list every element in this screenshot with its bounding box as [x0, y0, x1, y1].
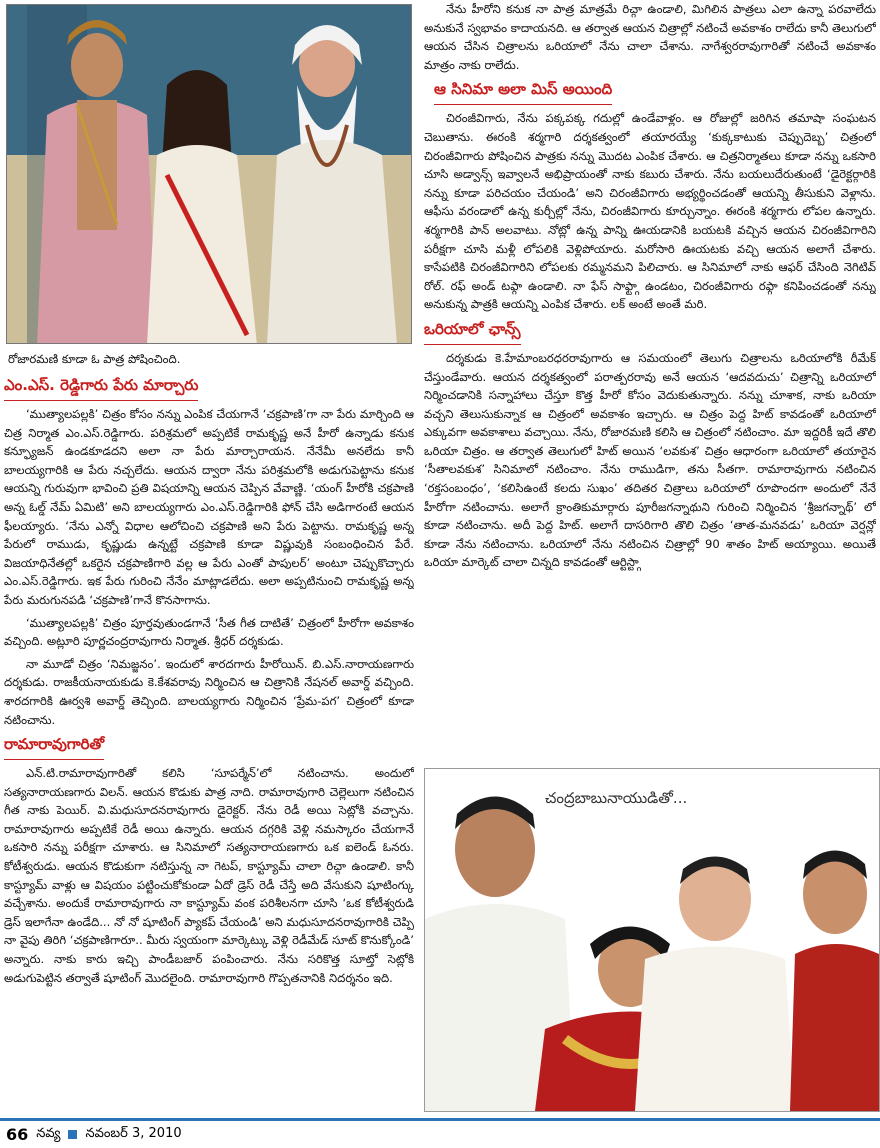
paragraph: చిరంజీవిగారు, నేను పక్కపక్క గదుల్లో ఉండేవాళ్లం. ఆ రోజుల్లో జరిగిన తమాషా సంఘటన చెబుతాను. ఈరంకి శర్మగారి దర్శకత్వంలో తయారయ్యే ‘కుక్కకాటుకు చెప్పుదెబ్బ’ చిత్రంలో చిరంజీవిగారు పోషించిన పాత్రకు నన్ను మొదట ఎంపిక చేశారు. ఆ చిత్రనిర్మాతలు కూడా నన్ను ఒకసారి చూసి అడ్వాన్స్ ఇవ్వాలనే అభిప్రాయంతో నాకు కబురు చేశారు. నేను బయలుదేరుతుంటే ‘డైరెక్టర్గారికి నన్ను కూడా పరిచయం చేయండి’ అని చిరంజీవిగారు అభ్యర్థించడంతో ఆయన్ని తీసుకుని వెళ్లాను. ఆఫీసు వరండాలో ఉన్న కుర్చీల్లో నేను, చిరంజీవిగారు కూర్చున్నాం. ఈరంకి శర్మగారు లోపల ఉన్నారు. శర్మగారికి పాన్ అలవాటు. నోట్లో ఉన్న పాన్ని ఊయడానికి బయటకి వచ్చిన ఆయన చిరంజీవిగారిని పరీక్షగా చూసి మళ్లీ లోపలికి వెళ్లిపోయారు. మరోసారి ఊయటకు వచ్చి ఆయన అలాగే చేశారు. కాసేపటికి చిరంజీవిగారిని లోపలకు రమ్మనమని పిలిచారు. ఆ సినిమాలో నాకు ఆఫర్ చేసింది నెగిటివ్ రోల్. రఫ్ అండ్ టఫ్గా ఉండాలి. నా ఫేస్ సాఫ్ట్గా ఉండటం, చిరంజీవిగారు రఫ్గా కనిపించడంతో నన్ను అనుకున్న పాత్రకి ఆయన్ని ఎంపిక చేశారు. లక్ అంటే అంతే మరి.: [424, 111, 876, 312]
photo-caption: రోజారమణి కూడా ఓ పాత్ర పోషించింది.: [8, 352, 181, 366]
square-bullet-icon: [68, 1130, 77, 1139]
magazine-name: నవ్య: [36, 1125, 61, 1141]
section-heading-ramarao: రామారావుగారితో: [4, 735, 104, 760]
group-photo-illustration: [425, 769, 879, 1111]
film-still-illustration: [7, 5, 412, 344]
issue-date: నవంబర్ 3, 2010: [85, 1125, 182, 1141]
paragraph: నా మూడో చిత్రం ‘నిమజ్జనం’. ఇందులో శారదగారు హీరోయిన్. బి.ఎస్.నారాయణగారు దర్శకుడు. రాజకీయనాయకుడు కె.కేశవరావు నిర్మించిన ఆ చిత్రానికి నేషనల్ అవార్డ్ వచ్చింది. శారదగారికి ఊర్వశి అవార్డ్ తెచ్చింది. బాలయ్యగారు నిర్మించిన ‘ప్రేమ-పగ’ చిత్రంలో కూడా నటించాను.: [4, 656, 414, 727]
film-still-photo: [6, 4, 412, 344]
group-photo-caption: చంద్రబాబునాయుడితో...: [545, 789, 688, 807]
section-heading-missed-film: ఆ సినిమా అలా మిస్ అయింది: [434, 80, 612, 105]
paragraph: ఎన్.టి.రామారావుగారితో కలిసి ‘సూపర్మేన్’లో నటించాను. అందులో సత్యనారాయణగారు విలన్. ఆయన కొడుకు పాత్ర నాది. రామారావుగారి చెల్లెలుగా నటించిన గీత నాకు పెయిర్. వి.మధుసూదనరావుగారు డైరెక్టర్. నేను రెడీ అయి సెట్లోకి వచ్చాను. రామారావుగారు అప్పటికే రెడీ అయి ఉన్నారు. ఆయన దగ్గరికి వెళ్లి నమస్కారం చేయగానే ఒకసారి నన్ను పరీక్షగా చూశారు. ఆ సినిమాలో సత్యనారాయణగారు ఒక ఐలెండ్ ఓనరు. కోటీశ్వరుడు. ఆయన కొడుకుగా నటిస్తున్న నా గెటప్, కాస్ట్యూమ్ చాలా రిచ్గా ఉండాలి. కానీ కాస్ట్యూమ్ వాళ్లు ఆ విషయం పట్టించుకోకుండా ఏదో డ్రెస్ రెడీ చేస్తే అది వేసుకుని షూటింగ్కు వచ్చేశాను. అందుకే రామారావుగారు నా కాస్ట్యూమ్ వంక పరిశీలనగా చూసి ‘ఒక కోటీశ్వరుడి డ్రెస్ ఇలాగేనా ఉండేది... నో నో షూటింగ్ ప్యాకప్ చేయండి’ అని మధుసూదనరావుగారికి చెప్పి నా వైపు తిరిగి ‘చక్రపాణిగారూ.. మీరు స్వయంగా మార్కెట్కు వెళ్లి రెడీమేడ్ సూట్ కొనుక్కోండి’ అన్నారు. నాకు కారు ఇచ్చి పాండీబజార్ పంపించారు. నేను సరికొత్త సూట్తో సెట్లోకి అడుగుపెట్టిన తర్వాతే షూటింగ్ మొదలైంది. రామారావుగారి గొప్పతనానికి నిదర్శనం ఇది.: [4, 766, 414, 985]
paragraph: ‘ముత్యాలపల్లకి’ చిత్రం కోసం నన్ను ఎంపిక చేయగానే ‘చక్రపాణి’గా నా పేరు మార్చింది ఆ చిత్ర నిర్మాత ఎం.ఎస్.రెడ్డిగారు. పరిశ్రమలో అప్పటికే రామకృష్ణ అనే హీరో ఉన్నాడు కనుక కన్ఫ్యూజన్ ఉండకూడదని అలా నా పేరు మార్చారాయన. నేనేమీ అనలేదు కానీ బాలయ్యగారికి ఆ పేరు నచ్చలేదు. ఆయన ద్వారా నేను పరిశ్రమలోకి అడుగుపెట్టాను కనుక ఆయన్ని గురువుగా భావించి ప్రతి విషయాన్ని ఆయన చెప్పిన వేవాణ్ణి. ‘యంగ్ హీరోకి చక్రపాణి అన్న ఓల్డ్ నేమ్ ఏమిటి’ అని బాలయ్యగారు ఎం.ఎస్.రెడ్డిగారికి ఫోన్ చేసి అడిగారంటే ఆయన ఫీలయ్యారు. ‘నేను ఎన్నో విధాల ఆలోచించి చక్రపాణి అని పేరు పెట్టాను. రామకృష్ణ అన్న పేరులో రాముడు, కృష్ణుడు ఉన్నట్టే చక్రపాణి కూడా విష్ణువుకి సంబంధించిన పేరే. విజయాధినేతల్లో ఒకరైన చక్రపాణిగారి వల్ల ఆ పేరు ఎంతో పాపులర్’ అంటూ చెప్పుకొచ్చారు ఎం.ఎస్.రెడ్డిగారు. ఇక పేరు గురించి నేనేం మాట్లాడలేదు. అలా అప్పటినుంచి రామకృష్ణ అన్న పేరు మరుగునపడి ‘చక్రపాణి’గానే కొనసాగాను.: [4, 407, 414, 607]
right-column: [424, 0, 876, 760]
paragraph: దర్శకుడు కె.హేమాంబరధరరావుగారు ఆ సమయంలో తెలుగు చిత్రాలను ఒరియాలోకి రీమేక్ చేస్తుండేవారు. ఆయన దర్శకత్వంలో పరాత్పరరావు అనే ఆయన ‘ఆదవదుచు’ చిత్రాన్ని ఒరియాలో నిర్మించడానికి సన్నాహాలు చేస్తూ కొత్త హీరో కోసం వెదుకుతున్నారు. నన్ను చూశాక, నాకు ఒరియా వచ్చని తెలుసుకున్నాక ఆ చిత్రంలో అవకాశం ఇచ్చారు. ఆ చిత్రం పెద్ద హిట్ కావడంతో ఒరియాలో ఎక్కువగా అవకాశాలు వచ్చాయి. నేను, రోజారమణి కలిసి ఆ చిత్రంలో నటించాం. మా ఇద్దరికీ ఇదే తొలి ఒరియా చిత్రం. ఆ తర్వాత తెలుగులో హిట్ అయిన ‘లవకుశ’ చిత్రం ఆధారంగా ఒరియాలో తయారైన ‘సీతాలవకుశ’ సినిమాలో నటించాం. నేను రాముడిగా, తను సీతగా. రామారావుగారు నటించిన ‘రక్తసంబంధం’, ‘కలిసిఉంటే కలదు సుఖం’ తదితర చిత్రాలు ఒరియాలో రూపొందగా అందులో నేనే హీరోగా నటించాను. అలాగే క్రాంతికుమార్గారు పూరీజగన్నాథుని గురించి నిర్మించిన ‘శ్రీజగన్నాథ్’ లో కూడా నటించాను. అదీ పెద్ద హిట్. అలాగే దాసరిగారి తొలి చిత్రం ‘తాత-మనవడు’ ఒరియా వెర్షన్లో కూడా నేను నటించాను. ఒరియాలో నేను నటించిన చిత్రాల్లో 90 శాతం హిట్ అయ్యాయి. అయితే ఒరియా మార్కెట్ చాలా చిన్నది కావడంతో ఆర్టిస్ట్గా: [424, 350, 876, 570]
paragraph: ‘ముత్యాలపల్లకి’ చిత్రం పూర్తవుతుండగానే ‘సీత గీత దాటితే’ చిత్రంలో హీరోగా అవకాశం వచ్చింది. అట్లూరి పూర్ణచంద్రరావుగారు నిర్మాత. శ్రీధర్ దర్శకుడు.: [4, 615, 414, 649]
page-number: 66: [6, 1125, 29, 1144]
section-heading-name-change: ఎం.ఎస్. రెడ్డిగారు పేరు మార్చారు: [4, 376, 198, 401]
left-column: [4, 0, 414, 1110]
section-heading-oriya-chance: ఒరియాలో ఛాన్స్: [424, 320, 521, 345]
group-photo: [424, 768, 880, 1112]
paragraph: నేను హీరోని కనుక నా పాత్ర మాత్రమే రిచ్గా ఉండాలి, మిగిలిన పాత్రలు ఎలా ఉన్నా పరవాలేదు అనుకునే స్వభావం కాదాయనది. ఆ తర్వాత ఆయన చిత్రాల్లో నటించే అవకాశం రాలేదు కానీ తెలుగులో ఆయన చేసిన చిత్రాలను ఒరియాలో నేను చాలా చేశాను. నాగేశ్వరరావుగారితో నటించే అవకాశం మాత్రం నాకు రాలేదు.: [424, 2, 876, 72]
page-footer: [0, 1118, 880, 1148]
